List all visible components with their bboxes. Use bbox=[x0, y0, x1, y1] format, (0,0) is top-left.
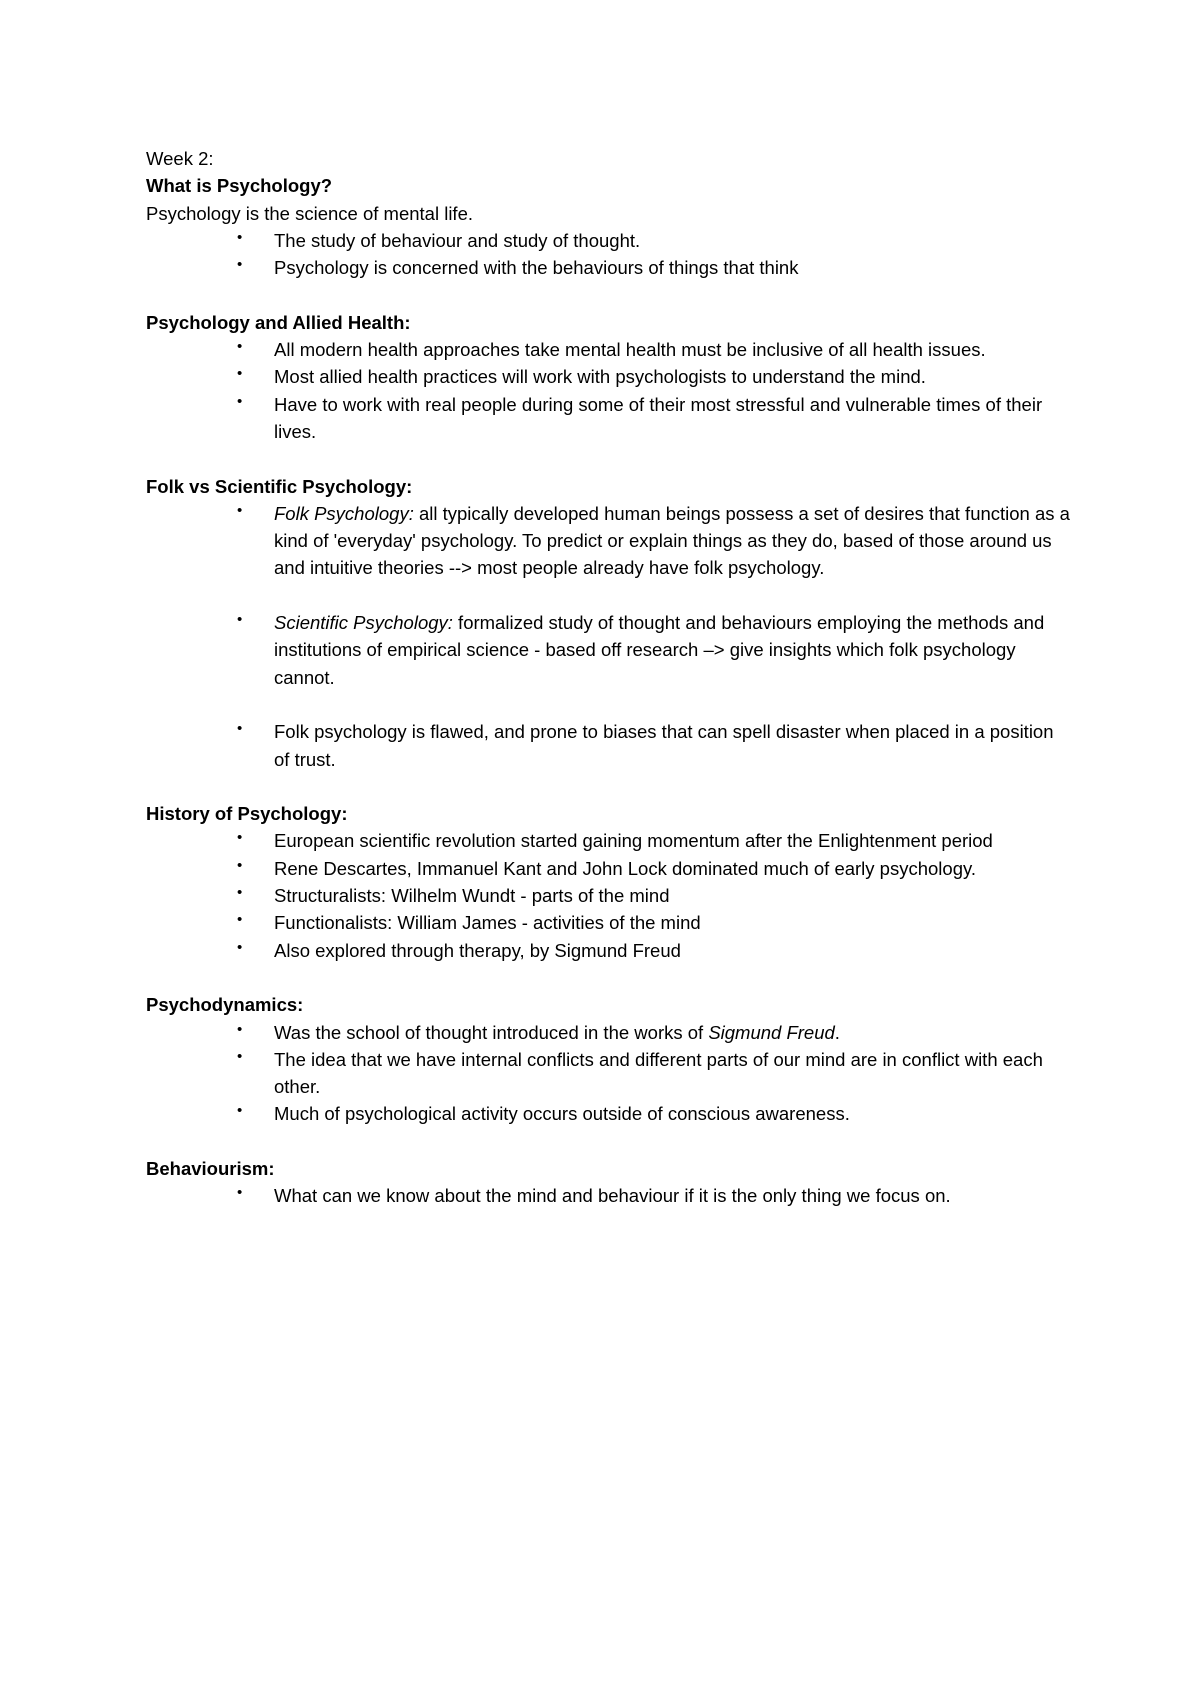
list-item: • Was the school of thought introduced in the works of Sigmund Freud. bbox=[237, 1020, 840, 1043]
section-heading-behaviourism: Behaviourism: bbox=[146, 1157, 275, 1179]
section-heading-allied-health: Psychology and Allied Health: bbox=[146, 311, 411, 333]
behaviourism-bullet-list bbox=[146, 1182, 1076, 1209]
list-item: • Much of psychological activity occurs outside of conscious awareness. bbox=[237, 1102, 850, 1125]
bullet-icon: • bbox=[237, 720, 243, 738]
bullet-icon: • bbox=[237, 1020, 243, 1038]
bullet-icon: • bbox=[237, 856, 243, 874]
bullet-icon: • bbox=[237, 884, 243, 902]
definition-text: Psychology is the science of mental life. bbox=[146, 202, 473, 224]
list-item-folk-psychology: • Folk Psychology: all typically developed human beings possess a set of desires that function as a kind of 'everyday' psychology. To predict or explain things as they do, based of those around us and intuitive theories --> most people already have folk psychology. bbox=[237, 501, 1070, 579]
term-folk-psychology: Folk Psychology: bbox=[274, 502, 414, 524]
list-item: • Also explored through therapy, by Sigmund Freud bbox=[237, 938, 681, 961]
list-item: • Structuralists: Wilhelm Wundt - parts of the mind bbox=[237, 884, 670, 907]
section-heading-folk-vs-scientific: Folk vs Scientific Psychology: bbox=[146, 475, 413, 497]
list-item-folk-flawed: • Folk psychology is flawed, and prone to biases that can spell disaster when placed in a position of trust. bbox=[237, 720, 1054, 770]
list-item: • Most allied health practices will work with psychologists to understand the mind. bbox=[237, 365, 926, 388]
section-heading-what-is-psychology: What is Psychology? bbox=[146, 175, 333, 197]
list-item: • Functionalists: William James - activities of the mind bbox=[237, 911, 701, 934]
spacer bbox=[146, 1128, 1076, 1155]
intro-bullet-list bbox=[146, 227, 1076, 282]
bullet-icon: • bbox=[237, 829, 243, 847]
history-bullet-list bbox=[146, 827, 1076, 963]
list-item: • European scientific revolution started gaining momentum after the Enlightenment period bbox=[237, 829, 993, 852]
list-item: • The idea that we have internal conflicts and different parts of our mind are in conflict with each other. bbox=[237, 1047, 1043, 1098]
list-item: • The study of behaviour and study of thought. bbox=[237, 228, 641, 251]
spacer bbox=[146, 773, 1076, 800]
section-heading-psychodynamics: Psychodynamics: bbox=[146, 994, 304, 1016]
list-item: • What can we know about the mind and behaviour if it is the only thing we focus on. bbox=[237, 1184, 951, 1207]
document-page bbox=[146, 145, 1076, 1210]
bullet-icon: • bbox=[237, 1184, 243, 1202]
spacer bbox=[146, 445, 1076, 472]
spacer bbox=[146, 281, 1076, 308]
bullet-icon: • bbox=[237, 365, 243, 383]
bullet-icon: • bbox=[237, 228, 243, 246]
bullet-icon: • bbox=[237, 938, 243, 956]
bullet-icon: • bbox=[237, 501, 243, 519]
bullet-icon: • bbox=[237, 911, 243, 929]
list-item: • Psychology is concerned with the behaviours of things that think bbox=[237, 256, 799, 279]
folk-vs-scientific-bullet-list bbox=[146, 500, 1076, 773]
list-item: • Rene Descartes, Immanuel Kant and John Lock dominated much of early psychology. bbox=[237, 856, 977, 879]
list-item: • All modern health approaches take mental health must be inclusive of all health issues. bbox=[237, 338, 986, 361]
term-scientific-psychology: Scientific Psychology: bbox=[274, 612, 453, 634]
bullet-icon: • bbox=[237, 611, 243, 629]
psychodynamics-bullet-list bbox=[146, 1019, 1076, 1128]
bullet-icon: • bbox=[237, 1102, 243, 1120]
bullet-icon: • bbox=[237, 256, 243, 274]
list-item-scientific-psychology: • Scientific Psychology: formalized study of thought and behaviours employing the methods and institutions of empirical science - based off research –> give insights which folk psychology cannot. bbox=[237, 611, 1045, 688]
bullet-icon: • bbox=[237, 338, 243, 356]
allied-health-bullet-list bbox=[146, 336, 1076, 445]
bullet-icon: • bbox=[237, 1047, 243, 1065]
spacer bbox=[146, 964, 1076, 991]
freud-name: Sigmund Freud bbox=[708, 1021, 835, 1043]
list-item: • Have to work with real people during some of their most stressful and vulnerable times of their lives. bbox=[237, 392, 1043, 442]
week-label: Week 2: bbox=[146, 148, 214, 169]
bullet-icon: • bbox=[237, 392, 243, 410]
section-heading-history: History of Psychology: bbox=[146, 803, 348, 825]
